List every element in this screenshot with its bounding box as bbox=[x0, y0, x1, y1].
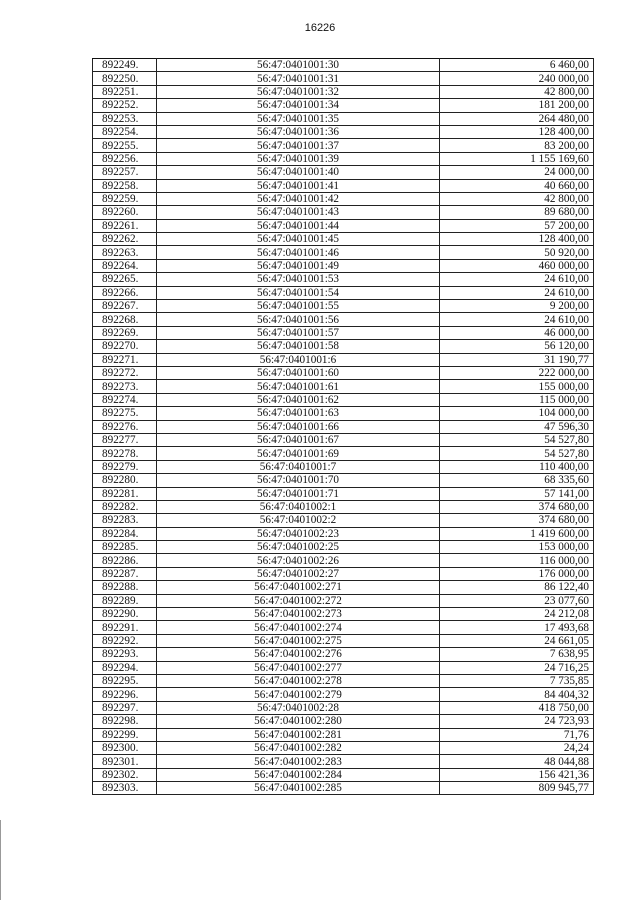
table-row bbox=[93, 715, 594, 728]
table-row bbox=[93, 527, 594, 540]
table-row bbox=[93, 340, 594, 353]
cadastral-number-cell: 56:47:0401001:34 bbox=[157, 99, 440, 112]
cadastral-value-cell: 156 421,36 bbox=[440, 768, 594, 781]
row-number-cell: 892258. bbox=[93, 179, 157, 192]
table-row bbox=[93, 608, 594, 621]
cadastral-value-cell: 42 800,00 bbox=[440, 192, 594, 205]
cadastral-number-cell: 56:47:0401001:35 bbox=[157, 112, 440, 125]
table-row bbox=[93, 112, 594, 125]
cadastral-value-cell: 23 077,60 bbox=[440, 594, 594, 607]
table-row bbox=[93, 661, 594, 674]
cadastral-number-cell: 56:47:0401002:280 bbox=[157, 715, 440, 728]
table-row bbox=[93, 634, 594, 647]
cadastral-value-cell: 116 000,00 bbox=[440, 554, 594, 567]
cadastral-value-cell: 374 680,00 bbox=[440, 514, 594, 527]
cadastral-number-cell: 56:47:0401001:36 bbox=[157, 125, 440, 138]
cadastral-number-cell: 56:47:0401002:279 bbox=[157, 688, 440, 701]
row-number-cell: 892272. bbox=[93, 366, 157, 379]
table-row bbox=[93, 447, 594, 460]
table-row bbox=[93, 326, 594, 339]
table-row bbox=[93, 59, 594, 72]
cadastral-number-cell: 56:47:0401001:69 bbox=[157, 447, 440, 460]
table-row bbox=[93, 85, 594, 98]
row-number-cell: 892289. bbox=[93, 594, 157, 607]
table-row bbox=[93, 688, 594, 701]
row-number-cell: 892275. bbox=[93, 407, 157, 420]
table-row bbox=[93, 366, 594, 379]
table-row bbox=[93, 782, 594, 795]
table-row bbox=[93, 219, 594, 232]
cadastral-value-cell: 7 735,85 bbox=[440, 674, 594, 687]
row-number-cell: 892298. bbox=[93, 715, 157, 728]
cadastral-value-cell: 24 212,08 bbox=[440, 608, 594, 621]
table-row bbox=[93, 648, 594, 661]
cadastral-value-cell: 264 480,00 bbox=[440, 112, 594, 125]
table-row bbox=[93, 487, 594, 500]
cadastral-value-cell: 24 000,00 bbox=[440, 166, 594, 179]
cadastral-value-cell: 89 680,00 bbox=[440, 206, 594, 219]
cadastral-number-cell: 56:47:0401001:61 bbox=[157, 380, 440, 393]
row-number-cell: 892292. bbox=[93, 634, 157, 647]
row-number-cell: 892302. bbox=[93, 768, 157, 781]
cadastral-value-cell: 86 122,40 bbox=[440, 581, 594, 594]
cadastral-value-cell: 68 335,60 bbox=[440, 474, 594, 487]
row-number-cell: 892274. bbox=[93, 393, 157, 406]
cadastral-value-cell: 9 200,00 bbox=[440, 300, 594, 313]
table-row bbox=[93, 192, 594, 205]
cadastral-value-cell: 24 610,00 bbox=[440, 313, 594, 326]
cadastral-number-cell: 56:47:0401001:55 bbox=[157, 300, 440, 313]
cadastral-number-cell: 56:47:0401001:42 bbox=[157, 192, 440, 205]
row-number-cell: 892288. bbox=[93, 581, 157, 594]
cadastral-value-cell: 17 493,68 bbox=[440, 621, 594, 634]
row-number-cell: 892273. bbox=[93, 380, 157, 393]
cadastral-number-cell: 56:47:0401001:37 bbox=[157, 139, 440, 152]
cadastral-number-cell: 56:47:0401002:25 bbox=[157, 541, 440, 554]
cadastral-value-cell: 46 000,00 bbox=[440, 326, 594, 339]
table-row bbox=[93, 621, 594, 634]
row-number-cell: 892297. bbox=[93, 701, 157, 714]
table-row bbox=[93, 313, 594, 326]
cadastral-number-cell: 56:47:0401001:6 bbox=[157, 353, 440, 366]
cadastral-number-cell: 56:47:0401001:53 bbox=[157, 273, 440, 286]
cadastral-value-cell: 24 610,00 bbox=[440, 286, 594, 299]
cadastral-value-cell: 110 400,00 bbox=[440, 460, 594, 473]
row-number-cell: 892278. bbox=[93, 447, 157, 460]
table-row bbox=[93, 393, 594, 406]
cadastral-value-cell: 1 419 600,00 bbox=[440, 527, 594, 540]
table-row bbox=[93, 768, 594, 781]
cadastral-value-cell: 57 141,00 bbox=[440, 487, 594, 500]
table-body bbox=[93, 59, 594, 795]
cadastral-number-cell: 56:47:0401001:43 bbox=[157, 206, 440, 219]
row-number-cell: 892287. bbox=[93, 567, 157, 580]
row-number-cell: 892290. bbox=[93, 608, 157, 621]
cadastral-number-cell: 56:47:0401002:275 bbox=[157, 634, 440, 647]
cadastral-number-cell: 56:47:0401001:56 bbox=[157, 313, 440, 326]
cadastral-value-cell: 24 716,25 bbox=[440, 661, 594, 674]
table-row bbox=[93, 755, 594, 768]
row-number-cell: 892266. bbox=[93, 286, 157, 299]
table-row bbox=[93, 273, 594, 286]
cadastral-number-cell: 56:47:0401001:31 bbox=[157, 72, 440, 85]
cadastral-value-cell: 24 723,93 bbox=[440, 715, 594, 728]
cadastral-number-cell: 56:47:0401001:49 bbox=[157, 259, 440, 272]
cadastral-value-cell: 57 200,00 bbox=[440, 219, 594, 232]
row-number-cell: 892280. bbox=[93, 474, 157, 487]
cadastral-value-cell: 24 610,00 bbox=[440, 273, 594, 286]
row-number-cell: 892250. bbox=[93, 72, 157, 85]
cadastral-number-cell: 56:47:0401002:281 bbox=[157, 728, 440, 741]
table-row bbox=[93, 353, 594, 366]
cadastral-number-cell: 56:47:0401001:66 bbox=[157, 420, 440, 433]
row-number-cell: 892276. bbox=[93, 420, 157, 433]
cadastral-number-cell: 56:47:0401002:28 bbox=[157, 701, 440, 714]
row-number-cell: 892301. bbox=[93, 755, 157, 768]
table-row bbox=[93, 259, 594, 272]
table-row bbox=[93, 474, 594, 487]
table-row bbox=[93, 594, 594, 607]
cadastral-number-cell: 56:47:0401002:26 bbox=[157, 554, 440, 567]
table-row bbox=[93, 500, 594, 513]
cadastral-number-cell: 56:47:0401001:63 bbox=[157, 407, 440, 420]
cadastral-number-cell: 56:47:0401002:278 bbox=[157, 674, 440, 687]
cadastral-value-cell: 31 190,77 bbox=[440, 353, 594, 366]
table-row bbox=[93, 206, 594, 219]
table-row bbox=[93, 246, 594, 259]
cadastral-value-cell: 54 527,80 bbox=[440, 433, 594, 446]
cadastral-value-cell: 128 400,00 bbox=[440, 125, 594, 138]
row-number-cell: 892252. bbox=[93, 99, 157, 112]
cadastral-number-cell: 56:47:0401001:7 bbox=[157, 460, 440, 473]
cadastral-number-cell: 56:47:0401001:62 bbox=[157, 393, 440, 406]
row-number-cell: 892277. bbox=[93, 433, 157, 446]
cadastral-number-cell: 56:47:0401001:67 bbox=[157, 433, 440, 446]
page-number: 16226 bbox=[304, 22, 336, 34]
row-number-cell: 892257. bbox=[93, 166, 157, 179]
cadastral-value-cell: 240 000,00 bbox=[440, 72, 594, 85]
table-row bbox=[93, 541, 594, 554]
row-number-cell: 892253. bbox=[93, 112, 157, 125]
cadastral-number-cell: 56:47:0401002:285 bbox=[157, 782, 440, 795]
table-row bbox=[93, 179, 594, 192]
table-row bbox=[93, 701, 594, 714]
row-number-cell: 892271. bbox=[93, 353, 157, 366]
cadastral-value-cell: 128 400,00 bbox=[440, 233, 594, 246]
cadastral-number-cell: 56:47:0401002:27 bbox=[157, 567, 440, 580]
row-number-cell: 892254. bbox=[93, 125, 157, 138]
cadastral-number-cell: 56:47:0401001:44 bbox=[157, 219, 440, 232]
table-row bbox=[93, 567, 594, 580]
row-number-cell: 892269. bbox=[93, 326, 157, 339]
row-number-cell: 892268. bbox=[93, 313, 157, 326]
row-number-cell: 892282. bbox=[93, 500, 157, 513]
table-row bbox=[93, 72, 594, 85]
cadastral-number-cell: 56:47:0401001:58 bbox=[157, 340, 440, 353]
row-number-cell: 892249. bbox=[93, 59, 157, 72]
cadastral-value-cell: 56 120,00 bbox=[440, 340, 594, 353]
table-row bbox=[93, 407, 594, 420]
cadastral-number-cell: 56:47:0401002:1 bbox=[157, 500, 440, 513]
row-number-cell: 892256. bbox=[93, 152, 157, 165]
row-number-cell: 892265. bbox=[93, 273, 157, 286]
row-number-cell: 892283. bbox=[93, 514, 157, 527]
cadastral-value-cell: 40 660,00 bbox=[440, 179, 594, 192]
table-row bbox=[93, 420, 594, 433]
cadastral-value-cell: 418 750,00 bbox=[440, 701, 594, 714]
cadastral-value-cell: 84 404,32 bbox=[440, 688, 594, 701]
cadastral-number-cell: 56:47:0401002:2 bbox=[157, 514, 440, 527]
cadastral-value-cell: 153 000,00 bbox=[440, 541, 594, 554]
scan-edge-line bbox=[0, 820, 1, 900]
row-number-cell: 892267. bbox=[93, 300, 157, 313]
cadastral-value-cell: 83 200,00 bbox=[440, 139, 594, 152]
row-number-cell: 892279. bbox=[93, 460, 157, 473]
table-row bbox=[93, 139, 594, 152]
cadastral-number-cell: 56:47:0401001:45 bbox=[157, 233, 440, 246]
row-number-cell: 892260. bbox=[93, 206, 157, 219]
row-number-cell: 892264. bbox=[93, 259, 157, 272]
cadastral-number-cell: 56:47:0401001:40 bbox=[157, 166, 440, 179]
row-number-cell: 892281. bbox=[93, 487, 157, 500]
row-number-cell: 892261. bbox=[93, 219, 157, 232]
cadastral-value-cell: 6 460,00 bbox=[440, 59, 594, 72]
row-number-cell: 892285. bbox=[93, 541, 157, 554]
cadastral-number-cell: 56:47:0401001:70 bbox=[157, 474, 440, 487]
cadastral-number-cell: 56:47:0401002:274 bbox=[157, 621, 440, 634]
cadastral-value-cell: 54 527,80 bbox=[440, 447, 594, 460]
cadastral-number-cell: 56:47:0401002:284 bbox=[157, 768, 440, 781]
table-row bbox=[93, 125, 594, 138]
row-number-cell: 892296. bbox=[93, 688, 157, 701]
row-number-cell: 892303. bbox=[93, 782, 157, 795]
cadastral-value-cell: 50 920,00 bbox=[440, 246, 594, 259]
cadastral-number-cell: 56:47:0401002:276 bbox=[157, 648, 440, 661]
table-row bbox=[93, 741, 594, 754]
cadastral-value-cell: 24 661,05 bbox=[440, 634, 594, 647]
cadastral-number-cell: 56:47:0401002:23 bbox=[157, 527, 440, 540]
cadastral-number-cell: 56:47:0401001:71 bbox=[157, 487, 440, 500]
table-row bbox=[93, 728, 594, 741]
row-number-cell: 892259. bbox=[93, 192, 157, 205]
row-number-cell: 892263. bbox=[93, 246, 157, 259]
table-row bbox=[93, 554, 594, 567]
cadastral-value-cell: 24,24 bbox=[440, 741, 594, 754]
row-number-cell: 892294. bbox=[93, 661, 157, 674]
cadastral-number-cell: 56:47:0401002:273 bbox=[157, 608, 440, 621]
cadastral-number-cell: 56:47:0401002:277 bbox=[157, 661, 440, 674]
cadastral-value-table bbox=[92, 58, 594, 795]
table-row bbox=[93, 433, 594, 446]
cadastral-value-cell: 48 044,88 bbox=[440, 755, 594, 768]
cadastral-value-cell: 181 200,00 bbox=[440, 99, 594, 112]
cadastral-value-cell: 47 596,30 bbox=[440, 420, 594, 433]
cadastral-number-cell: 56:47:0401002:271 bbox=[157, 581, 440, 594]
table-row bbox=[93, 380, 594, 393]
cadastral-number-cell: 56:47:0401001:54 bbox=[157, 286, 440, 299]
cadastral-value-cell: 7 638,95 bbox=[440, 648, 594, 661]
cadastral-number-cell: 56:47:0401001:30 bbox=[157, 59, 440, 72]
cadastral-value-cell: 155 000,00 bbox=[440, 380, 594, 393]
table-row bbox=[93, 286, 594, 299]
table-row bbox=[93, 514, 594, 527]
table-row bbox=[93, 674, 594, 687]
row-number-cell: 892251. bbox=[93, 85, 157, 98]
cadastral-number-cell: 56:47:0401001:57 bbox=[157, 326, 440, 339]
cadastral-value-cell: 809 945,77 bbox=[440, 782, 594, 795]
row-number-cell: 892286. bbox=[93, 554, 157, 567]
cadastral-number-cell: 56:47:0401001:60 bbox=[157, 366, 440, 379]
cadastral-value-cell: 104 000,00 bbox=[440, 407, 594, 420]
cadastral-number-cell: 56:47:0401001:46 bbox=[157, 246, 440, 259]
cadastral-number-cell: 56:47:0401002:272 bbox=[157, 594, 440, 607]
cadastral-value-cell: 374 680,00 bbox=[440, 500, 594, 513]
table-row bbox=[93, 166, 594, 179]
cadastral-number-cell: 56:47:0401001:41 bbox=[157, 179, 440, 192]
table-row bbox=[93, 99, 594, 112]
row-number-cell: 892284. bbox=[93, 527, 157, 540]
cadastral-value-cell: 460 000,00 bbox=[440, 259, 594, 272]
table-row bbox=[93, 581, 594, 594]
row-number-cell: 892295. bbox=[93, 674, 157, 687]
row-number-cell: 892255. bbox=[93, 139, 157, 152]
table-row bbox=[93, 152, 594, 165]
row-number-cell: 892262. bbox=[93, 233, 157, 246]
cadastral-value-cell: 176 000,00 bbox=[440, 567, 594, 580]
cadastral-value-cell: 1 155 169,60 bbox=[440, 152, 594, 165]
cadastral-number-cell: 56:47:0401002:282 bbox=[157, 741, 440, 754]
row-number-cell: 892300. bbox=[93, 741, 157, 754]
row-number-cell: 892299. bbox=[93, 728, 157, 741]
cadastral-number-cell: 56:47:0401001:32 bbox=[157, 85, 440, 98]
cadastral-value-cell: 115 000,00 bbox=[440, 393, 594, 406]
row-number-cell: 892270. bbox=[93, 340, 157, 353]
table-row bbox=[93, 233, 594, 246]
table-row bbox=[93, 460, 594, 473]
cadastral-number-cell: 56:47:0401002:283 bbox=[157, 755, 440, 768]
table-row bbox=[93, 300, 594, 313]
cadastral-value-cell: 42 800,00 bbox=[440, 85, 594, 98]
row-number-cell: 892291. bbox=[93, 621, 157, 634]
row-number-cell: 892293. bbox=[93, 648, 157, 661]
cadastral-value-cell: 222 000,00 bbox=[440, 366, 594, 379]
cadastral-value-cell: 71,76 bbox=[440, 728, 594, 741]
cadastral-number-cell: 56:47:0401001:39 bbox=[157, 152, 440, 165]
